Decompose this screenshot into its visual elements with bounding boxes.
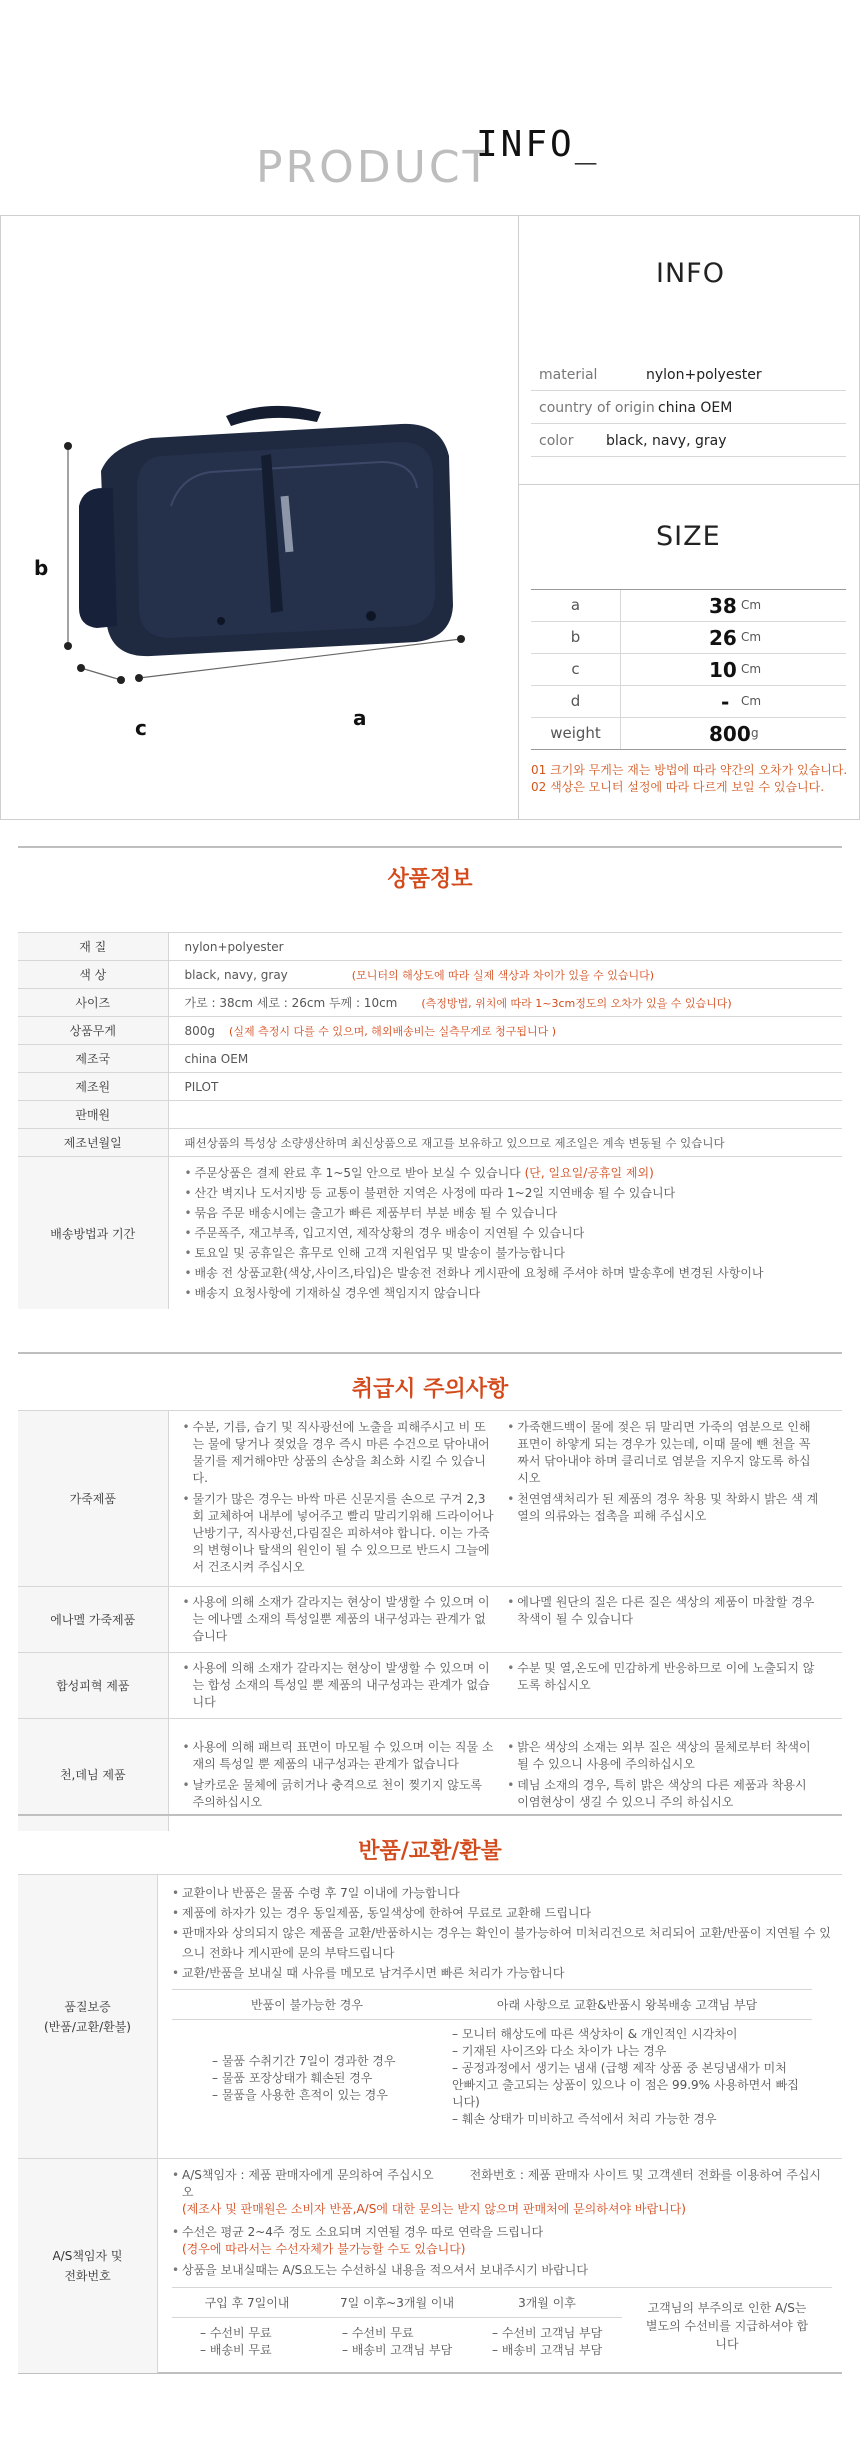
info-row-material	[531, 358, 846, 391]
section-title: 상품정보	[387, 867, 473, 892]
care-col-right	[507, 1419, 832, 1576]
row-value	[168, 1157, 842, 1310]
dim-label-a: a	[353, 706, 367, 730]
row-label: 재 질	[18, 933, 168, 961]
dim-label-b: b	[34, 556, 49, 580]
row-value: china OEM	[168, 1045, 842, 1073]
list-item: • 주문폭주, 재고부족, 입고지연, 제작상황의 경우 배송이 지연될 수 있습니다	[185, 1223, 843, 1243]
list-item: • 사용에 의해 패브릭 표면이 마모될 수 있으며 이는 직물 소재의 특성일 뿐 제품의 내구성과는 관계가 없습니다	[183, 1739, 496, 1773]
as-list	[172, 2167, 832, 2279]
size-key: b	[531, 622, 621, 653]
care-col-left	[183, 1419, 508, 1576]
size-row-c	[531, 654, 846, 686]
product-info-table	[18, 932, 842, 1309]
cost-text: 배송비 무료	[209, 2343, 272, 2357]
row-label: 제조원	[18, 1073, 168, 1101]
list-item	[172, 2224, 832, 2258]
info-key: color	[539, 433, 574, 449]
list-item-text: 훼손 상태가 미비하고 즉석에서 처리 가능한 경우	[461, 2112, 717, 2126]
list-item-text: 물품을 사용한 흔적이 있는 경우	[221, 2087, 388, 2102]
table-row	[172, 2020, 812, 2135]
table-row	[172, 1990, 812, 2020]
row-value	[168, 1411, 842, 1587]
size-row-a	[531, 590, 846, 622]
row-label: 가죽제품	[18, 1411, 168, 1587]
header-info: INFO_	[476, 124, 600, 165]
size-key: weight	[531, 718, 621, 749]
returns-table	[18, 1874, 842, 2373]
dim-label-c: c	[135, 716, 147, 740]
list-item: • 배송 전 상품교환(색상,사이즈,타입)은 발송전 전화나 게시판에 요청해 주셔야 하며 발송후에 변경된 사항이나	[185, 1263, 843, 1283]
row-value	[158, 2159, 843, 2373]
value-note: (측정방법, 위치에 따라 1~3cm정도의 오차가 있을 수 있습니다)	[421, 997, 732, 1010]
size-unit: Cm	[741, 598, 762, 612]
list-item-text: 기재된 사이즈와 다소 차이가 나는 경우	[461, 2044, 667, 2058]
list-item: • 데님 소재의 경우, 특히 밝은 색상의 다른 제품과 착용시 이염현상이 생길 수 있으니 주의 하십시오	[507, 1777, 820, 1811]
size-key: a	[531, 590, 621, 621]
value-text: 가로 : 38cm 세로 : 26cm 두께 : 10cm	[184, 996, 398, 1010]
care-columns	[183, 1660, 833, 1711]
cost-text: 수선비 고객님 부담	[501, 2326, 603, 2340]
list-item: – 물품 포장상태가 훼손된 경우	[212, 2070, 373, 2085]
list-item: • 날카로운 물체에 긁히거나 충격으로 천이 찢기지 않도록 주의하십시오	[183, 1777, 496, 1811]
care-list	[507, 1660, 820, 1694]
header-product: PRODUCT	[256, 142, 493, 193]
size-key: c	[531, 654, 621, 685]
care-columns	[183, 1739, 833, 1811]
not-possible-cell	[172, 2020, 442, 2135]
row-label: 색 상	[18, 961, 168, 989]
care-list	[507, 1739, 820, 1811]
as-manager: A/S책임자 : 제품 판매자에게 문의하여 주십시오	[182, 2168, 434, 2182]
list-item: – 모니터 해상도에 따른 색상차이 & 개인적인 시각차이	[452, 2027, 738, 2041]
table-row	[18, 1073, 842, 1101]
list-item: • 물기가 많은 경우는 바싹 마른 신문지를 손으로 구겨 2,3회 교체하여 내부에 넣어주고 빨리 말리기위해 드라이어나 난방기구, 직사광선,다림질은 피하셔야 합니다. 이는 가죽의 변형이나 탈색의 원인이 될 수 있으므로 반드시 그늘에서 건조시켜 주십시오	[183, 1491, 496, 1576]
care-columns	[183, 1594, 833, 1645]
list-item	[185, 1163, 843, 1183]
row-value	[168, 989, 842, 1017]
list-item: – 수선비 고객님 부담	[492, 2326, 603, 2340]
table-row	[18, 1653, 842, 1719]
cost-text: 수선비 무료	[351, 2326, 414, 2340]
row-label: 합성피혁 제품	[18, 1653, 168, 1719]
size-row-weight	[531, 718, 846, 750]
list-item: – 배송비 고객님 부담	[492, 2343, 603, 2357]
table-row	[18, 1157, 842, 1310]
row-label: 배송방법과 기간	[18, 1157, 168, 1310]
list-item: • 토요일 및 공휴일은 휴무로 인해 고객 지원업무 및 발송이 불가능합니다	[185, 1243, 843, 1263]
size-value: 10	[709, 658, 737, 682]
row-value	[168, 933, 842, 961]
size-key: d	[531, 686, 621, 717]
row-label: 상품무게	[18, 1017, 168, 1045]
value-text: black, navy, gray	[184, 967, 288, 982]
list-item: – 수선비 무료	[342, 2326, 414, 2340]
bag-diagram	[21, 376, 491, 746]
info-key: material	[539, 367, 598, 383]
care-list	[183, 1739, 496, 1811]
section-title: 반품/교환/환불	[358, 1839, 502, 1864]
list-item: • 상품을 보내실때는 A/S요도는 수선하실 내용을 적으셔서 보내주시기 바랍니다	[172, 2262, 832, 2279]
list-item: • 사용에 의해 소재가 갈라지는 현상이 발생할 수 있으며 이는 에나멜 소재의 특성일뿐 제품의 내구성과는 관계가 없습니다	[183, 1594, 496, 1645]
dim-dot	[64, 642, 72, 650]
size-unit: Cm	[741, 694, 762, 708]
cost-text: 수선비 무료	[209, 2326, 272, 2340]
care-list	[183, 1660, 496, 1711]
row-value	[168, 1587, 842, 1653]
list-item: • 산간 벽지나 도서지방 등 교통이 불편한 지역은 사정에 따라 1~2일 지연배송 될 수 있습니다	[185, 1183, 843, 1203]
row-label: 제조국	[18, 1045, 168, 1073]
row-value: PILOT	[168, 1073, 842, 1101]
list-item: – 물품을 사용한 흔적이 있는 경우	[212, 2087, 388, 2102]
list-item: • 수분 및 열,온도에 민감하게 반응하므로 이에 노출되지 않도록 하십시오	[507, 1660, 820, 1694]
list-item: – 기재된 사이즈와 다소 차이가 나는 경우	[452, 2044, 667, 2058]
list-item: – 배송비 무료	[200, 2343, 272, 2357]
list-item: • 에나멜 원단의 질은 다른 질은 색상의 제품이 마찰할 경우 착색이 될 수 있습니다	[507, 1594, 820, 1628]
list-item: – 물품 수취기간 7일이 경과한 경우	[212, 2053, 396, 2068]
list-item: • 배송지 요청사항에 기재하실 경우엔 책임지지 않습니다	[185, 1283, 843, 1303]
list-item: – 배송비 고객님 부담	[342, 2343, 453, 2357]
care-col-right	[507, 1739, 832, 1811]
size-row-b	[531, 622, 846, 654]
column-header: 구입 후 7일이내	[172, 2288, 322, 2318]
info-row-origin	[531, 391, 846, 424]
size-value: 26	[709, 626, 737, 650]
section-title: 취급시 주의사항	[351, 1377, 509, 1402]
care-col-left	[183, 1660, 508, 1711]
returns-section	[18, 1814, 842, 2374]
cost-text: 배송비 고객님 부담	[351, 2343, 453, 2357]
info-key: country of origin	[539, 400, 655, 416]
list-item: – 공정과정에서 생기는 냄새 (급행 제작 상품 중 본딩냄새가 미처 안빠지고 출고되는 상품이 있으나 이 점은 99.9% 사용하면서 빠집니다)	[452, 2061, 799, 2109]
table-row	[18, 933, 842, 961]
table-row	[18, 2159, 842, 2373]
list-item: • 사용에 의해 소재가 갈라지는 현상이 발생할 수 있으며 이는 합성 소재의 특성일 뿐 제품의 내구성과는 관계가 없습니다	[183, 1660, 496, 1711]
value-note: (실제 측정시 다를 수 있으며, 해외배송비는 실측무게로 청구됩니다 )	[229, 1024, 556, 1038]
row-value	[168, 1101, 842, 1129]
size-unit: Cm	[741, 662, 762, 676]
value-text: 800g	[184, 1023, 216, 1038]
list-item: • 교환이나 반품은 물품 수령 후 7일 이내에 가능합니다	[172, 1883, 832, 1903]
cost-cell	[172, 2318, 322, 2365]
column-header: 아래 사항으로 교환&반품시 왕복배송 고객님 부담	[442, 1990, 812, 2020]
info-value: nylon+polyester	[646, 367, 762, 383]
shipping-first: 주문상품은 결제 완료 후 1~5일 안으로 받아 보실 수 있습니다	[194, 1166, 521, 1180]
row-label: 천,데님 제품	[18, 1719, 168, 1831]
list-item: • 수분, 기름, 습기 및 직사광선에 노출을 피해주시고 비 또는 물에 닿거나 젖었을 경우 즉시 마른 수건으로 닦아내어 물기를 제거해야만 상품의 손상을 최소화 시킬 수 있습니다.	[183, 1419, 496, 1487]
table-row	[18, 1045, 842, 1073]
list-item-text: 공정과정에서 생기는 냄새 (급행 제작 상품 중 본딩냄새가 미처 안빠지고 출고되는 상품이 있으나 이 점은 99.9% 사용하면서 빠집니다)	[452, 2061, 799, 2109]
list-item: – 훼손 상태가 미비하고 즉석에서 처리 가능한 경우	[452, 2112, 717, 2126]
row-label: 사이즈	[18, 989, 168, 1017]
row-label: 판매원	[18, 1101, 168, 1129]
column-header: 3개월 이후	[472, 2288, 622, 2318]
cost-table	[172, 2287, 832, 2364]
row-label: 품질보증 (반품/교환/환불)	[18, 1875, 158, 2159]
quality-list	[172, 1883, 832, 1983]
divider	[518, 216, 519, 819]
row-value	[168, 1017, 842, 1045]
column-header: 7일 이후~3개월 이내	[322, 2288, 472, 2318]
list-item-text: 물품 수취기간 7일이 경과한 경우	[221, 2053, 396, 2068]
info-value: china OEM	[658, 400, 733, 416]
list-item: • 판매자와 상의되지 않은 제품을 교환/반품하시는 경우는 확인이 불가능하여 미처리건으로 처리되어 교환/반품이 지연될 수 있으니 전화나 게시판에 문의 부탁드립니다	[172, 1923, 832, 1963]
as-repair: 수선은 평균 2~4주 정도 소요되며 지연될 경우 따로 연락을 드립니다	[182, 2225, 544, 2239]
dim-dot	[457, 635, 465, 643]
size-unit: Cm	[741, 630, 762, 644]
size-value: 800	[709, 722, 751, 746]
care-col-right	[507, 1594, 832, 1645]
row-value	[168, 1653, 842, 1719]
list-item: • 묶음 주문 배송시에는 출고가 빠른 제품부터 부분 배송 될 수 있습니다	[185, 1203, 843, 1223]
row-value	[158, 1875, 843, 2159]
table-row	[18, 1587, 842, 1653]
info-title: INFO	[656, 258, 725, 289]
list-item: – 수선비 무료	[200, 2326, 272, 2340]
care-col-left	[183, 1739, 508, 1811]
list-item: • 천연염색처리가 된 제품의 경우 착용 및 착화시 밝은 색 계열의 의류와는 접촉을 피해 주십시오	[507, 1491, 820, 1525]
care-list	[507, 1594, 820, 1628]
divider	[518, 484, 859, 485]
size-note: 01 크기와 무게는 재는 방법에 따라 약간의 오차가 있습니다.	[531, 763, 848, 777]
care-columns	[183, 1419, 833, 1576]
table-row	[18, 1101, 842, 1129]
table-row	[18, 1411, 842, 1587]
row-label: A/S책임자 및 전화번호	[18, 2159, 158, 2373]
table-row	[18, 1875, 842, 2159]
return-conditions-table	[172, 1989, 812, 2134]
care-col-right	[507, 1660, 832, 1711]
list-item-text: 모니터 해상도에 따른 색상차이 & 개인적인 시각차이	[461, 2027, 738, 2041]
as-phone: 전화번호 : 제품 판매자 사이트 및 고객센터 전화를 이용하여 주십시오	[182, 2168, 822, 2199]
list-item: • 가죽핸드백이 물에 젖은 뒤 말리면 가죽의 염분으로 인해 표면이 하얗게 되는 경우가 있는데, 이때 물에 뺀 천을 꼭 짜서 닦아내야 하며 클리너로 염분을 지우지 않도록 하십시오	[507, 1419, 820, 1487]
list-item	[172, 2167, 832, 2218]
care-list	[507, 1419, 820, 1525]
column-header: 반품이 불가능한 경우	[172, 1990, 442, 2020]
page-header	[0, 120, 860, 200]
row-value: 패션상품의 특성상 소량생산하며 최신상품으로 재고를 보유하고 있으므로 제조일은 계속 변동될 수 있습니다	[168, 1129, 842, 1157]
list-item: • 교환/반품을 보내실 때 사유를 메모로 남겨주시면 빠른 처리가 가능합니다	[172, 1963, 832, 1983]
list-item: • 제품에 하자가 있는 경우 동일제품, 동일색상에 한하여 무료로 교환해 드립니다	[172, 1903, 832, 1923]
cost-note: 고객님의 부주의로 인한 A/S는 별도의 수선비를 지급하셔야 합니다	[622, 2288, 832, 2365]
care-list	[183, 1419, 496, 1576]
size-row-d	[531, 686, 846, 718]
buyer-pays-cell	[442, 2020, 812, 2135]
row-label: 에나멜 가죽제품	[18, 1587, 168, 1653]
shipping-first-note: (단, 일요일/공휴일 제외)	[524, 1166, 654, 1180]
info-value: black, navy, gray	[606, 433, 727, 449]
row-value	[168, 961, 842, 989]
info-row-color	[531, 424, 846, 457]
care-col-left	[183, 1594, 508, 1645]
list-item: • 밝은 색상의 소재는 외부 질은 색상의 물체로부터 착색이 될 수 있으니 사용에 주의하십시오	[507, 1739, 820, 1773]
backpack-icon	[79, 406, 453, 656]
size-value: -	[721, 690, 730, 714]
as-note: (제조사 및 판매원은 소비자 반품,A/S에 대한 문의는 받지 않으며 판매처에 문의하셔야 바랍니다)	[182, 2202, 686, 2216]
dim-dot	[117, 676, 125, 684]
cost-cell	[472, 2318, 622, 2365]
shipping-list	[185, 1163, 843, 1303]
table-row	[18, 961, 842, 989]
table-row	[18, 989, 842, 1017]
product-info-section	[18, 846, 842, 1346]
table-row	[18, 1017, 842, 1045]
size-value: 38	[709, 594, 737, 618]
value-text: nylon+polyester	[184, 939, 284, 954]
list-item-text: 물품 포장상태가 훼손된 경우	[221, 2070, 373, 2085]
dim-dot	[135, 674, 143, 682]
cost-cell	[322, 2318, 472, 2365]
cost-text: 배송비 고객님 부담	[501, 2343, 603, 2357]
size-title: SIZE	[656, 521, 721, 552]
size-unit: g	[751, 726, 759, 740]
value-note: (모니터의 해상도에 따라 실제 색상과 차이가 있을 수 있습니다)	[351, 968, 654, 982]
dim-line-c	[81, 668, 121, 680]
as-note: (경우에 따라서는 수선자체가 불가능할 수도 있습니다)	[182, 2242, 466, 2256]
care-list	[183, 1594, 496, 1645]
info-box	[0, 215, 860, 820]
dim-dot	[77, 664, 85, 672]
row-label: 제조년월일	[18, 1129, 168, 1157]
table-row	[172, 2288, 832, 2318]
dim-dot	[64, 442, 72, 450]
care-section	[18, 1352, 842, 1807]
care-table	[18, 1410, 842, 1831]
size-note: 02 색상은 모니터 설정에 따라 다르게 보일 수 있습니다.	[531, 780, 825, 794]
table-row	[18, 1129, 842, 1157]
